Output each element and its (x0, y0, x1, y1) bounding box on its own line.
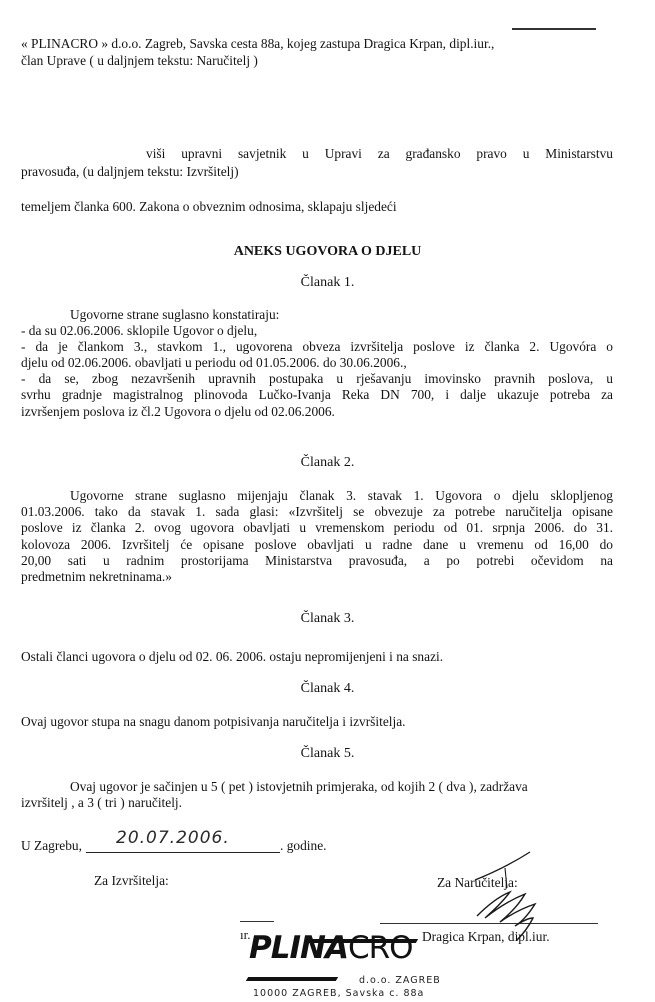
article-1-line: - da se, zbog nezavršenih upravnih postupaka u rješavanju imovinsko pravnih poslova, u (21, 371, 613, 386)
article-1-heading: Članak 1. (300, 275, 355, 290)
stamp-logo (249, 930, 413, 966)
article-2-line: Ugovorne strane suglasno mijenjaju članak 3. stavak 1. Ugovora o djelu sklopljenog (70, 488, 613, 503)
legal-basis: temeljem članka 600. Zakona o obveznim odnosima, sklapaju sljedeći (21, 199, 397, 214)
client-signatory: Dragica Krpan, dipl.iur. (422, 929, 550, 944)
contractor-name-fragment: ır. (240, 927, 251, 942)
client-party-line-2: član Uprave ( u daljnjem tekstu: Naručitelj ) (21, 53, 258, 68)
article-3-heading: Članak 3. (300, 611, 355, 626)
article-2-line: predmetnim nekretninama.» (21, 569, 172, 584)
company-stamp (247, 930, 447, 999)
stamp-address: 10000 ZAGREB, Savska c. 88a (253, 988, 425, 999)
article-3-line: Ostali članci ugovora o djelu od 02. 06. 2006. ostaju nepromijenjeni i na snazi. (21, 649, 444, 664)
article-1-line: - da je člankom 3., stavkom 1., ugovorena obveza izvršitelja poslove iz članka 2. Ugovóra o (21, 339, 613, 354)
stamp-bottom-bar (246, 977, 338, 981)
article-1-line: Ugovorne strane suglasno konstatiraju: (70, 307, 280, 322)
place-suffix: . godine. (280, 838, 327, 853)
handwritten-date: 20.07.2006. (116, 828, 230, 848)
article-5-line: Ovaj ugovor je sačinjen u 5 ( pet ) istovjetnih primjeraka, od kojih 2 ( dva ), zadržava (70, 779, 528, 794)
article-2-line: 01.03.2006. tako da stavak 1. sada glasi: «Izvršitelj se obvezuje za potrebe naručitelja opisane (21, 504, 613, 519)
article-2-heading: Članak 2. (300, 455, 355, 470)
article-1-line: izvršenjem poslova iz čl.2 Ugovora o djelu od 02.06.2006. (21, 404, 335, 419)
article-1-line: - da su 02.06.2006. sklopile Ugovor o djelu, (21, 323, 258, 338)
stamp-company: d.o.o. ZAGREB (359, 975, 441, 986)
scan-artifact-rule (512, 28, 596, 30)
contractor-party-line-2: pravosuđa, (u daljnjem tekstu: Izvršitelj) (21, 164, 239, 179)
contractor-party-line-1: viši upravni savjetnik u Upravi za građansko pravo u Ministarstvu (146, 146, 613, 161)
handwritten-signature (455, 848, 565, 948)
article-1-line: djelu od 02.06.2006. obavljati u periodu od 01.05.2006. do 30.06.2006., (21, 355, 407, 370)
client-label: Za Naručitelja: (437, 875, 518, 890)
place-prefix: U Zagrebu, (21, 838, 82, 853)
article-4-heading: Članak 4. (300, 681, 355, 696)
article-2-line: kolovoza 2006. Izvršitelj će opisane poslove obavljati u radne dane u vremenu od 16,00 do (21, 537, 613, 552)
article-1-line: svrhu gradnje magistralnog plinovoda Lučko-Ivanja Reka DN 700, i dalje ukazuje potreba za (21, 387, 613, 402)
document-title: ANEKS UGOVORA O DJELU (233, 244, 422, 259)
stamp-logo-bold: PLINA (249, 930, 348, 966)
date-underline (86, 852, 280, 853)
article-2-line: poslove iz članka 2. ovog ugovora obavljati u vremenskom periodu od 01. srpnja 2006. do 31. (21, 520, 613, 535)
contractor-signature-line (240, 921, 274, 922)
article-4-line: Ovaj ugovor stupa na snagu danom potpisivanja naručitelja i izvršitelja. (21, 714, 406, 729)
article-5-heading: Članak 5. (300, 746, 355, 761)
article-2-line: 20,00 sati u radnim prostorijama Ministarstva pravosuđa, a po potrebi očevidom na (21, 553, 613, 568)
client-party-line-1: « PLINACRO » d.o.o. Zagreb, Savska cesta 88a, kojeg zastupa Dragica Krpan, dipl.iur., (21, 36, 495, 51)
stamp-logo-regular: CRO (347, 930, 413, 966)
article-5-line: izvršitelj , a 3 ( tri ) naručitelj. (21, 795, 183, 810)
contractor-label: Za Izvršitelja: (94, 873, 169, 888)
